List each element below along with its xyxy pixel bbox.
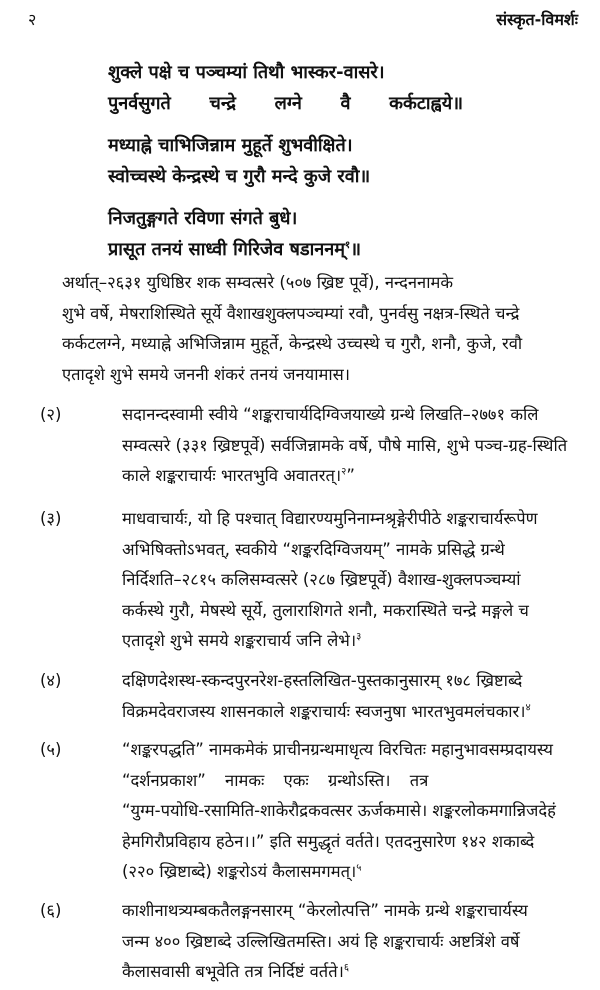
paragraph-line: जन्म ४०० ख्रिष्टाब्दे उल्लिखितमस्ति। अयं हि शङ्कराचार्यः अष्टत्रिंशे वर्षे — [122, 931, 520, 951]
paragraph-line: सम्वत्सरे (३३१ ख्रिष्टपूर्वे) सर्वजिन्नामके वर्षे, पौषे मासि, शुभे पञ्च-ग्रह-स्थिति — [122, 435, 568, 455]
paragraph-line — [122, 461, 572, 492]
paragraph-line — [122, 857, 572, 888]
verse-line: मध्याह्ने चाभिजिन्नाम मुहूर्ते शुभवीक्षिते। — [108, 135, 353, 156]
item-number: (४) — [40, 671, 62, 690]
verse-line — [108, 237, 463, 263]
paragraph-line — [122, 626, 572, 657]
item-number: (६) — [40, 901, 62, 920]
paragraph-line: सदानन्दस्वामी स्वीये “शङ्कराचार्यदिग्विजयाख्ये ग्रन्थे लिखति–२७७१ कलि — [122, 405, 539, 424]
footnote-marker: ५ — [356, 862, 362, 874]
numbered-item — [122, 666, 572, 727]
line-text: एतादृशे शुभे समये शङ्कराचार्य जनि लेभे। — [122, 631, 357, 650]
verse-text: प्रासूत तनयं साध्वी गिरिजेव षडाननम् — [108, 239, 345, 260]
item-number: (३) — [40, 509, 62, 528]
numbered-item — [122, 896, 572, 988]
page-header — [28, 8, 578, 34]
numbered-item — [122, 504, 572, 657]
item-number: (५) — [40, 740, 62, 759]
footnote-marker: १ — [344, 240, 351, 251]
numbered-item — [122, 735, 572, 888]
paragraph-line: निर्दिशति–२८१५ कलिसम्वत्सरे (२८७ ख्रिष्टपूर्वे) वैशाख-शुक्लपञ्चम्यां — [122, 570, 521, 589]
paragraph-line: अभिषिक्तोऽभवत्, स्वकीये “शङ्करदिग्विजयम्” नामके प्रसिद्धे ग्रन्थे — [122, 539, 505, 559]
page-number: २ — [28, 10, 37, 29]
line-text: काले शङ्कराचार्यः भारतभुवि अवातरत्। — [122, 466, 342, 485]
paragraph-line: माधवाचार्यः, यो हि पश्चात् विद्यारण्यमुनिनाम्नश्रृङ्गेरीपीठे शङ्कराचार्यरूपेण — [122, 509, 538, 528]
verse-line: निजतुङ्गगते रविणा संगते बुधे। — [108, 208, 298, 229]
numbered-item — [122, 400, 572, 492]
paragraph-line — [122, 697, 572, 728]
paragraph-line: “शङ्करपद्धति” नामकमेकं प्राचीनग्रन्थमाधृत्य विरचितः महानुभावसम्प्रदायस्य — [122, 740, 553, 759]
item-number: (२) — [40, 405, 62, 424]
paragraph-line: काशीनाथत्र्यम्बकतैलङ्गनसारम् “केरलोत्पत्ति” नामके ग्रन्थे शङ्कराचार्यस्य — [122, 901, 528, 920]
verse-line: स्वोच्चस्थे केन्द्रस्थे च गुरौ मन्दे कुजे रवौ॥ — [108, 166, 371, 187]
paragraph-line: “युग्म-पयोधि-रसामिति-शाकेरौद्रकवत्सर ऊर्जकमासे। शङ्करलोकमगान्निजदेहं — [122, 801, 556, 820]
intro-paragraph — [62, 268, 572, 390]
paragraph-line: दक्षिणदेशस्थ-स्कन्दपुरनरेश-हस्तलिखित-पुस्तकानुसारम् १७८ ख्रिष्टाब्दे — [122, 671, 523, 690]
paragraph-line: हेमगिरौप्रविहाय हठेन।।” इति समुद्धृतं वर्तते। एतदनुसारेण १४२ शकाब्दे — [122, 831, 535, 851]
paragraph-line: शुभे वर्षे, मेषराशिस्थिते सूर्ये वैशाखशुक्लपञ्चम्यां रवौ, पुनर्वसु नक्षत्र-स्थिते चन्द्रे — [62, 303, 520, 323]
paragraph-line: एतादृशे शुभे समये जननी शंकरं तनयं जनयामास। — [62, 364, 351, 384]
paragraph-line: “दर्शनप्रकाश” नामकः एकः ग्रन्थोऽस्ति। तत्र — [122, 770, 429, 790]
paragraph-line: कर्कस्थे गुरौ, मेषस्थे सूर्ये, तुलाराशिगते शनौ, मकरास्थिते चन्द्रे मङ्गले च — [122, 600, 529, 620]
verse-line: शुक्ले पक्षे च पञ्चम्यां तिथौ भास्कर-वासरे। — [108, 62, 385, 83]
line-text: विक्रमदेवराजस्य शासनकाले शङ्कराचार्यः स्वजनुषा भारतभुवमलंचकार। — [122, 701, 526, 721]
footnote-marker: २ — [341, 466, 347, 478]
paragraph-line: कर्कटलग्ने, मध्याह्ने अभिजिन्नाम मुहूर्ते, केन्द्रस्थे उच्चस्थे च गुरौ, शनौ, कुजे, रवौ — [62, 334, 523, 353]
verse-end-mark: ॥ — [350, 239, 361, 260]
paragraph-line: अर्थात्–२६३१ युधिष्ठिर शक सम्वत्सरे (५०७ ख्रिष्ट पूर्वे), नन्दननामके — [62, 273, 454, 292]
footnote-marker: ६ — [343, 962, 350, 974]
paragraph-line — [122, 957, 572, 988]
running-title: संस्कृत-विमर्शः — [496, 10, 578, 29]
footnote-marker: ३ — [356, 631, 362, 643]
footnote-marker: ४ — [525, 702, 531, 713]
line-text: कैलासवासी बभूवेति तत्र निर्दिष्टं वर्तते। — [122, 962, 344, 981]
closing-quote: ” — [346, 466, 355, 485]
line-text: (२२० ख्रिष्टाब्दे) शङ्करोऽयं कैलासमगमत्। — [122, 862, 357, 881]
verse-line: पुनर्वसुगते चन्द्रे लग्ने वै कर्कटाह्वये॥ — [108, 93, 463, 114]
